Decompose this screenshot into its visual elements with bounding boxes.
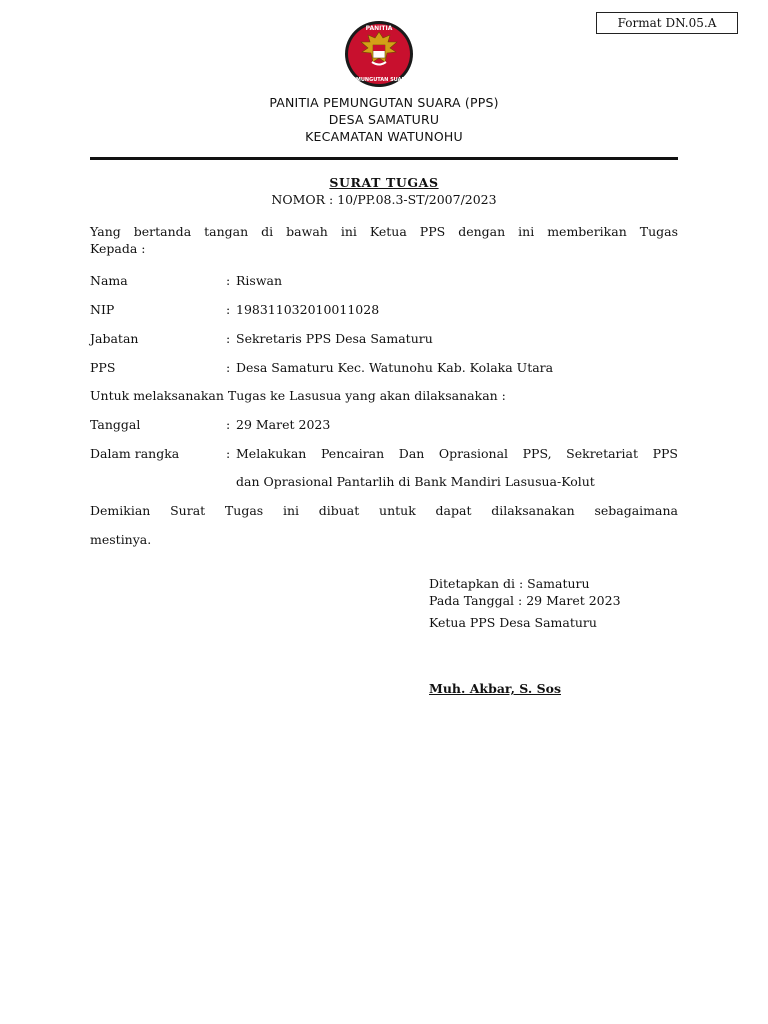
intro-line-2: Kepada : [90,241,146,256]
purpose-intro: Untuk melaksanakan Tugas ke Lasusua yang akan dilaksanakan : [90,388,506,403]
signer-name: Muh. Akbar, S. Sos [429,681,561,696]
logo-text-top: PANITIA [365,25,393,32]
header-divider [90,157,678,160]
field-label-nip: NIP [90,302,115,317]
document-title: SURAT TUGAS [329,175,439,190]
field-label-tanggal: Tanggal [90,417,141,432]
garuda-emblem-icon [338,18,420,90]
signature-date: Pada Tanggal : 29 Maret 2023 [429,593,621,608]
closing-line-1: Demikian Surat Tugas ini dibuat untuk dapat dilaksanakan sebagaimana [90,503,678,518]
field-colon: : [226,417,231,432]
document-number: NOMOR : 10/PP.08.3-ST/2007/2023 [271,192,497,207]
header-line-2: DESA SAMATURU [328,112,440,127]
field-colon: : [226,331,231,346]
field-colon: : [226,446,231,461]
format-code-box: Format DN.05.A [596,12,738,34]
field-colon: : [226,273,231,288]
intro-line-1: Yang bertanda tangan di bawah ini Ketua PPS dengan ini memberikan Tugas [90,224,678,239]
field-label-rangka: Dalam rangka [90,446,180,461]
logo-text-bottom: PEMUNGUTAN SUARA [348,77,410,83]
field-colon: : [226,360,231,375]
field-colon: : [226,302,231,317]
closing-line-2: mestinya. [90,532,152,547]
header-line-1: PANITIA PEMUNGUTAN SUARA (PPS) [269,95,499,110]
header-line-3: KECAMATAN WATUNOHU [305,129,463,144]
field-value-nip: 198311032010011028 [236,302,380,317]
field-value-rangka-line-2: dan Oprasional Pantarlih di Bank Mandiri Lasusua-Kolut [236,474,595,489]
field-label-jabatan: Jabatan [90,331,139,346]
signature-position: Ketua PPS Desa Samaturu [429,615,597,630]
field-value-jabatan: Sekretaris PPS Desa Samaturu [236,331,433,346]
field-label-nama: Nama [90,273,128,288]
field-label-pps: PPS [90,360,116,375]
field-value-nama: Riswan [236,273,283,288]
field-value-pps: Desa Samaturu Kec. Watunohu Kab. Kolaka Utara [236,360,554,375]
field-value-rangka-line-1: Melakukan Pencairan Dan Oprasional PPS, Sekretariat PPS [236,446,678,461]
field-value-tanggal: 29 Maret 2023 [236,417,331,432]
signature-place: Ditetapkan di : Samaturu [429,576,590,591]
